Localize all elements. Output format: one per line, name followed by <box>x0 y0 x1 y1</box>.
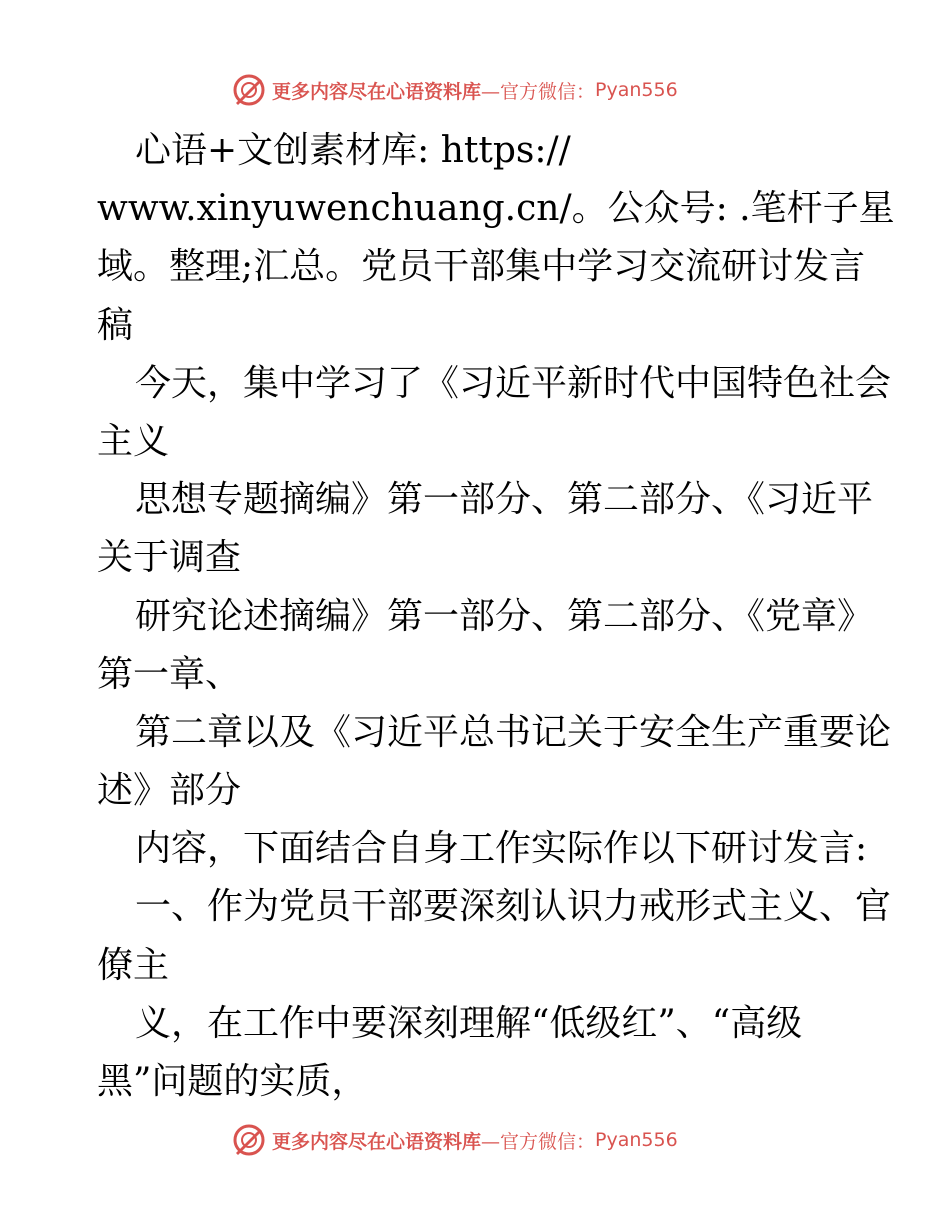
text-line: 研究论述摘编》第一部分、第二部分、《党章》 <box>135 595 874 637</box>
watermark-brand-text: 更多内容尽在心语资料库 <box>272 1130 482 1153</box>
document-body <box>97 122 895 1111</box>
text-line: 稿 <box>97 304 134 346</box>
watermark-separator: —官方微信： <box>481 80 596 103</box>
text-line: 第一章、 <box>97 653 242 695</box>
text-line: 关于调查 <box>97 537 242 579</box>
text-line: 内容，下面结合自身工作实际作以下研讨发言: <box>135 828 868 870</box>
pen-logo-icon <box>232 73 266 107</box>
watermark-wechat-id: Pyan556 <box>595 1129 678 1151</box>
text-line: 心语+文创素材库: https:// <box>135 130 571 171</box>
text-line: www.xinyuwenchuang.cn/。公众号: .笔杆子星 <box>97 188 895 230</box>
pen-logo-icon <box>232 1123 266 1157</box>
text-line: 述》部分 <box>97 770 242 812</box>
text-line: 今天，集中学习了《习近平新时代中国特色社会 <box>135 362 892 404</box>
text-line: 主义 <box>97 420 170 462</box>
watermark-separator: —官方微信： <box>481 1130 596 1153</box>
text-line: 义，在工作中要深刻理解“低级红”、“高级 <box>135 1002 803 1044</box>
watermark-wechat-id: Pyan556 <box>595 79 678 101</box>
header-watermark <box>232 70 732 110</box>
text-line: 思想专题摘编》第一部分、第二部分、《习近平 <box>135 479 874 521</box>
text-line: 域。整理;汇总。党员干部集中学习交流研讨发言 <box>97 246 866 288</box>
text-line: 僚主 <box>97 944 170 986</box>
watermark-brand-text: 更多内容尽在心语资料库 <box>272 80 482 103</box>
text-line: 一、作为党员干部要深刻认识力戒形式主义、官 <box>135 886 892 928</box>
text-line: 黑”问题的实质， <box>97 1061 368 1102</box>
footer-watermark <box>232 1120 732 1160</box>
text-line: 第二章以及《习近平总书记关于安全生产重要论 <box>135 711 892 753</box>
